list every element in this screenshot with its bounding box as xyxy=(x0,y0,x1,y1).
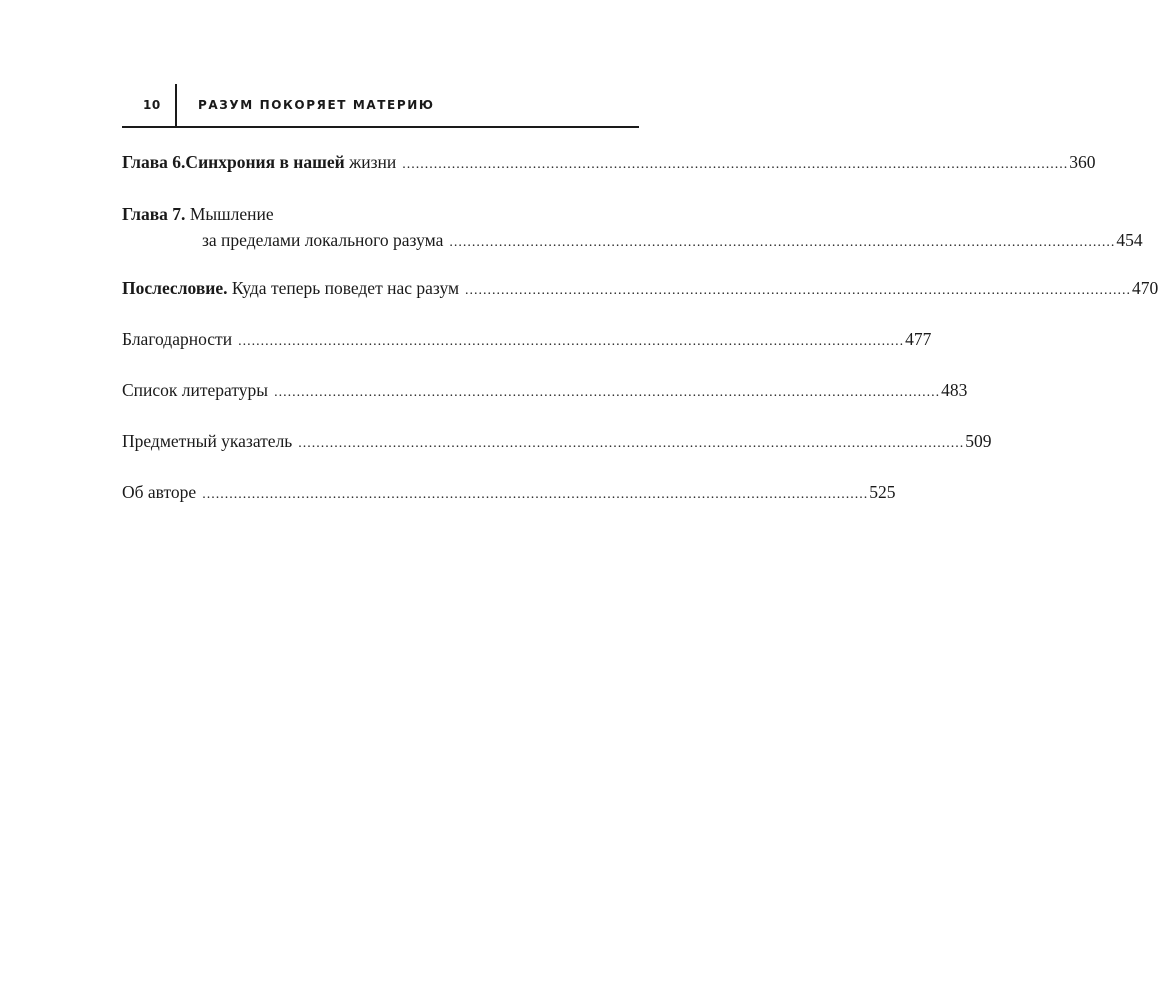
toc-entry-page: 477 xyxy=(905,329,932,349)
leader-dots: .................................................................................................................................................... xyxy=(449,235,1116,250)
toc-entry-chapter-7[interactable] xyxy=(122,202,1143,253)
toc-entry-text: Куда теперь поведет нас разум xyxy=(227,278,460,298)
toc-entry-bold: Глава 7. xyxy=(122,204,186,224)
toc-entry-page: 360 xyxy=(1069,152,1096,172)
toc-entry-text: Мышление xyxy=(185,204,274,224)
leader-dots: .................................................................................................................................................... xyxy=(298,436,965,451)
book-title: РАЗУМ ПОКОРЯЕТ МАТЕРИЮ xyxy=(198,98,435,112)
toc-entry-label: Предметный указатель xyxy=(122,431,293,451)
toc-entry-label: Благодарности xyxy=(122,329,233,349)
toc-entry-chapter-6[interactable] xyxy=(122,150,1096,175)
toc-entry-index[interactable] xyxy=(122,429,992,454)
page-number: 10 xyxy=(143,98,161,112)
toc-entry-label xyxy=(122,202,639,227)
toc-entry-references[interactable] xyxy=(122,378,968,403)
toc-entry-text: жизни xyxy=(344,152,397,172)
running-head xyxy=(122,84,639,128)
leader-dots: .................................................................................................................................................... xyxy=(238,334,905,349)
toc-entry-continuation: за пределами локального разума xyxy=(202,230,444,250)
toc-entry-label xyxy=(122,150,402,175)
toc-entry-afterword[interactable] xyxy=(122,276,1158,301)
toc-entry-page: 525 xyxy=(869,482,896,502)
toc-entry-label xyxy=(122,276,465,301)
toc-entry-acknowledgments[interactable] xyxy=(122,327,932,352)
leader-dots: .................................................................................................................................................... xyxy=(402,157,1069,172)
toc-entry-page: 470 xyxy=(1132,278,1158,298)
toc-entry-page: 509 xyxy=(965,431,992,451)
toc-entry-bold: Послесловие. xyxy=(122,278,228,298)
toc-entry-label: Об авторе xyxy=(122,482,197,502)
toc-entry-page: 483 xyxy=(941,380,968,400)
toc-entry-about-author[interactable] xyxy=(122,480,896,505)
toc-entry-bold: Глава 6.Синхрония в нашей xyxy=(122,152,345,172)
leader-dots: .................................................................................................................................................... xyxy=(202,487,869,502)
header-divider xyxy=(175,84,177,126)
toc-entry-label: Список литературы xyxy=(122,380,269,400)
leader-dots: .................................................................................................................................................... xyxy=(274,385,941,400)
toc-entry-page: 454 xyxy=(1116,230,1143,250)
leader-dots: .................................................................................................................................................... xyxy=(465,283,1132,298)
